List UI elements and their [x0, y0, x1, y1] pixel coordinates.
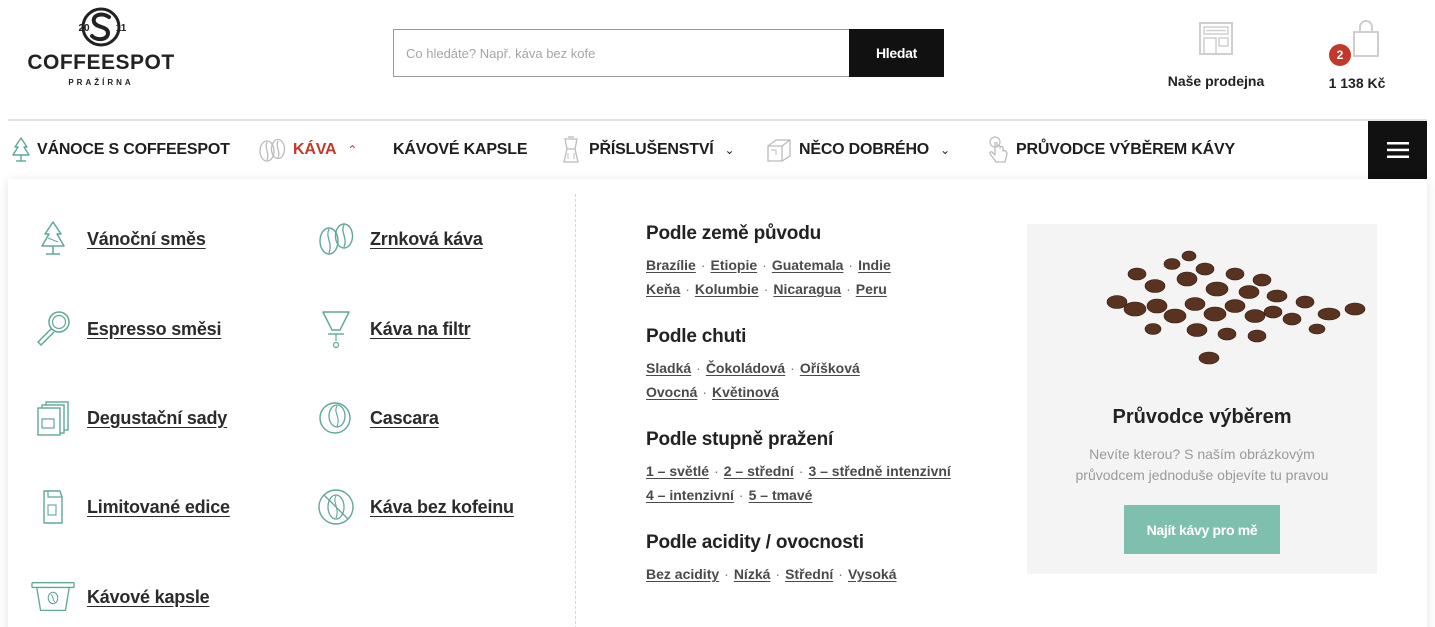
- filter-origin: [646, 223, 1006, 301]
- category-cascara[interactable]: [314, 396, 439, 440]
- filter-link[interactable]: 1 – světlé: [646, 463, 710, 479]
- filter-link[interactable]: 4 – intenzivní: [646, 487, 734, 503]
- nav-item-coffee[interactable]: [258, 121, 357, 179]
- filter-title: Podle acidity / ovocnosti: [646, 532, 864, 553]
- main-nav: [8, 121, 1427, 179]
- nav-item-capsules[interactable]: [393, 121, 527, 179]
- category-label: Espresso směsi: [87, 318, 222, 339]
- filter-link[interactable]: Sladká: [646, 360, 692, 376]
- nav-item-christmas[interactable]: [12, 121, 230, 179]
- search-input[interactable]: [393, 29, 849, 77]
- decaf-icon: [314, 485, 358, 529]
- coffee-bean-icon: [258, 137, 286, 163]
- filter-link[interactable]: Nicaragua: [773, 281, 842, 297]
- logo[interactable]: [26, 6, 176, 98]
- filter-title: Podle chuti: [646, 326, 747, 347]
- search-button[interactable]: Hledat: [849, 29, 944, 77]
- filter-roast: [646, 429, 1006, 507]
- filter-link[interactable]: 5 – tmavé: [748, 487, 813, 503]
- box-icon: [766, 138, 792, 162]
- category-tasting-sets[interactable]: [31, 396, 227, 440]
- category-label: Zrnková káva: [370, 228, 483, 249]
- filter-link[interactable]: Peru: [855, 281, 887, 297]
- logo-year-left: 20: [78, 23, 90, 34]
- storefront-icon: [1196, 20, 1236, 56]
- filter-link[interactable]: Nízká: [733, 566, 771, 582]
- category-label: Kávové kapsle: [87, 586, 210, 607]
- category-espresso-blends[interactable]: [31, 307, 221, 351]
- cart-count-badge: 2: [1329, 44, 1351, 66]
- tasting-set-icon: [31, 396, 75, 440]
- pour-over-icon: [314, 307, 358, 351]
- nav-label-capsules: KÁVOVÉ KAPSLE: [393, 141, 528, 158]
- category-label: Káva na filtr: [370, 318, 471, 339]
- category-decaf[interactable]: [314, 485, 514, 529]
- filter-acidity: [646, 532, 1006, 586]
- filter-link[interactable]: Střední: [785, 566, 834, 582]
- category-label: Káva bez kofeinu: [370, 496, 514, 517]
- filter-link[interactable]: Guatemala: [771, 257, 844, 273]
- column-divider: [575, 194, 576, 627]
- filter-links: 1 – světlé · 2 – střední · 3 – středně intenzivní 4 – intenzivní · 5 – tmavé: [646, 463, 951, 503]
- category-capsules[interactable]: [31, 575, 209, 619]
- logo-year-right: 11: [115, 23, 127, 34]
- filter-link[interactable]: Ovocná: [646, 384, 698, 400]
- chevron-down-icon: ⌄: [940, 143, 950, 157]
- hamburger-icon: [1387, 142, 1409, 158]
- filter-link[interactable]: Indie: [858, 257, 891, 273]
- christmas-tree-icon: [12, 137, 30, 163]
- capsule-icon: [31, 575, 75, 619]
- nav-label-accessories: PŘÍSLUŠENSTVÍ: [589, 141, 714, 158]
- moka-pot-icon: [560, 136, 582, 164]
- filter-title: Podle země původu: [646, 223, 822, 244]
- filter-link[interactable]: Etiopie: [710, 257, 758, 273]
- filter-link[interactable]: Kolumbie: [694, 281, 759, 297]
- filter-link[interactable]: Brazílie: [646, 257, 696, 273]
- nav-item-goodies[interactable]: [766, 121, 950, 179]
- promo-title: Průvodce výběrem: [1112, 406, 1292, 428]
- category-label: Limitované edice: [87, 496, 230, 517]
- store-label: Naše prodejna: [1167, 73, 1265, 89]
- search-bar: [393, 29, 944, 77]
- filter-link[interactable]: Bez acidity: [646, 566, 720, 582]
- filter-links: Sladká · Čokoládová · Oříšková Ovocná · Květinová: [646, 360, 860, 400]
- guide-promo-card: [1027, 224, 1377, 574]
- chevron-up-icon: ⌃: [347, 143, 358, 157]
- cart-total: 1 138 Kč: [1328, 75, 1386, 91]
- coffee-bag-icon: [31, 485, 75, 529]
- category-label: Vánoční směs: [87, 228, 206, 249]
- hamburger-menu-button[interactable]: [1368, 121, 1427, 179]
- coffee-beans-photo: [1077, 234, 1377, 384]
- coffee-beans-icon: [314, 217, 358, 261]
- cart[interactable]: [1323, 20, 1391, 91]
- logo-brand: COFFEESPOT: [27, 51, 175, 74]
- category-christmas-blend[interactable]: [31, 217, 206, 261]
- nav-label-goodies: NĚCO DOBRÉHO: [799, 141, 930, 158]
- hand-pointer-icon: [987, 135, 1009, 165]
- shopping-bag-icon: [1349, 20, 1383, 58]
- nav-label-christmas: VÁNOCE S COFFEESPOT: [37, 141, 230, 158]
- nav-item-accessories[interactable]: [560, 121, 734, 179]
- category-label: Degustační sady: [87, 407, 228, 428]
- filter-link[interactable]: 2 – střední: [723, 463, 794, 479]
- filter-links: Bez acidity · Nízká · Střední · Vysoká: [646, 566, 897, 582]
- category-whole-beans[interactable]: [314, 217, 483, 261]
- filter-title: Podle stupně pražení: [646, 429, 834, 450]
- filter-link[interactable]: Květinová: [712, 384, 779, 400]
- category-limited-editions[interactable]: [31, 485, 230, 529]
- filter-link[interactable]: 3 – středně intenzivní: [808, 463, 951, 479]
- cascara-icon: [314, 396, 358, 440]
- coffee-mega-menu: [8, 179, 1427, 627]
- category-label: Cascara: [370, 407, 439, 428]
- logo-mark-icon: [56, 6, 146, 50]
- find-coffee-button[interactable]: Najít kávy pro mě: [1124, 505, 1280, 554]
- filter-link[interactable]: Keňa: [646, 281, 681, 297]
- category-filter-coffee[interactable]: [314, 307, 470, 351]
- filter-link[interactable]: Oříšková: [799, 360, 860, 376]
- filter-link[interactable]: Čokoládová: [705, 360, 786, 376]
- filter-link[interactable]: Vysoká: [847, 566, 897, 582]
- nav-label-coffee: KÁVA: [293, 141, 337, 158]
- chevron-down-icon: ⌄: [724, 143, 735, 157]
- christmas-tree-icon: [31, 217, 75, 261]
- filter-links: Brazílie · Etiopie · Guatemala · Indie Keňa · Kolumbie · Nicaragua · Peru: [646, 257, 891, 297]
- nav-item-guide[interactable]: [987, 121, 1235, 179]
- promo-description: Nevíte kterou? S naším obrázkovým průvodcem jednoduše objevíte tu pravou: [1075, 446, 1329, 483]
- nav-label-guide: PRŮVODCE VÝBĚREM KÁVY: [1016, 141, 1235, 158]
- store-link[interactable]: [1160, 20, 1272, 89]
- filter-taste: [646, 326, 1006, 404]
- logo-sub: PRAŽÍRNA: [68, 78, 134, 87]
- portafilter-icon: [31, 307, 75, 351]
